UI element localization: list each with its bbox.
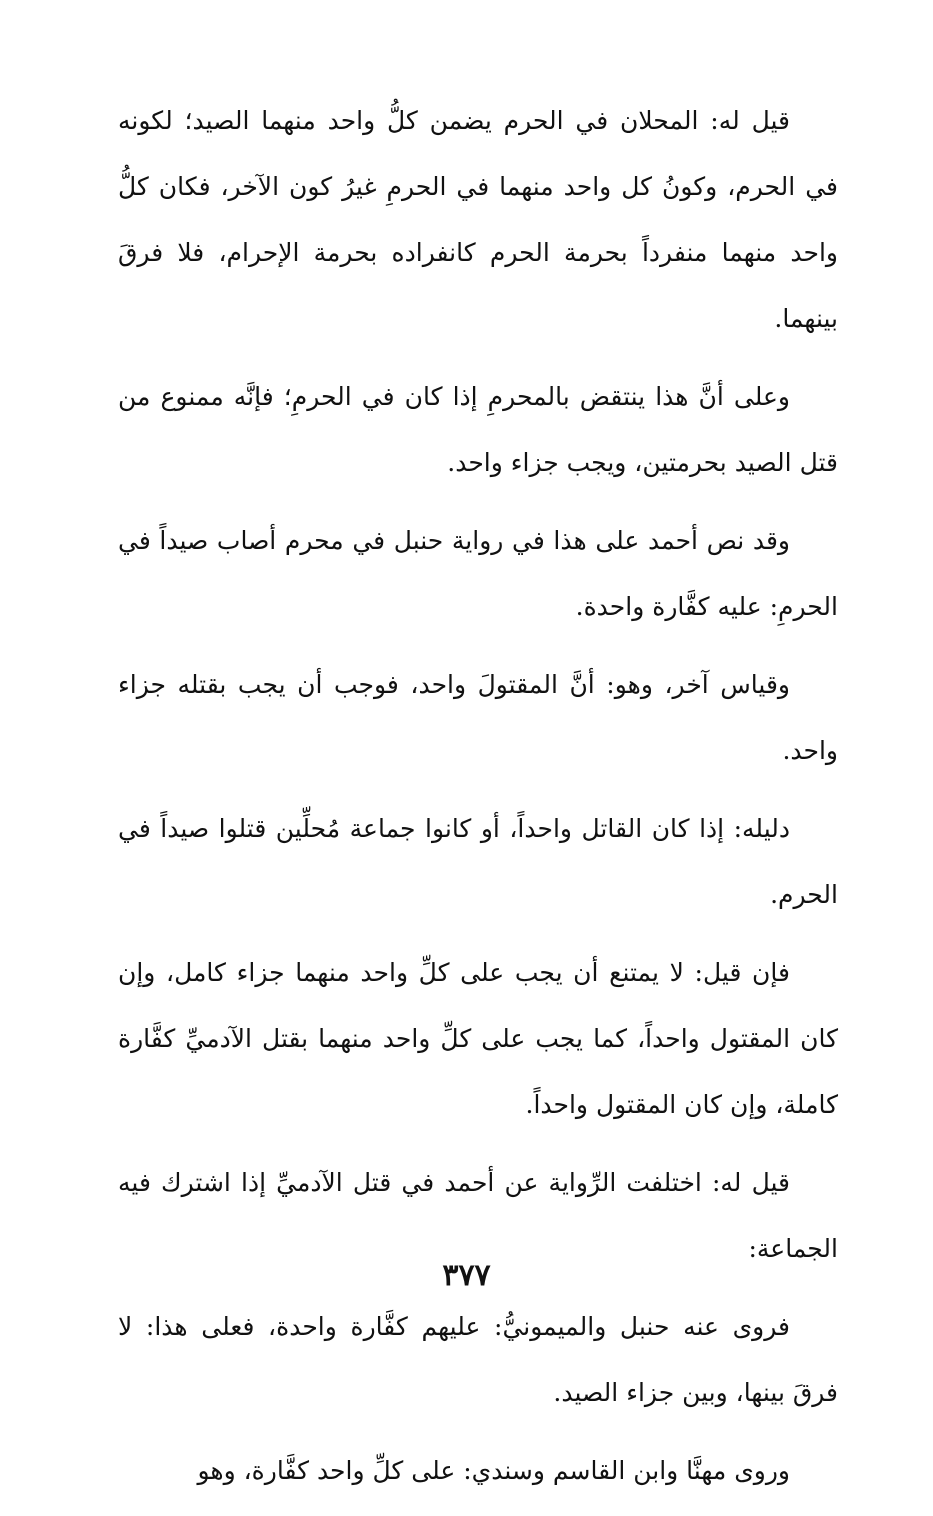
paragraph: فإن قيل: لا يمتنع أن يجب على كلِّ واحد منهما جزاء كامل، وإن كان المقتول واحداً، كما يجب على كلِّ واحد منهما بقتل الآدميِّ كفَّارة كاملة، وإن كان المقتول واحداً. (118, 958, 838, 1119)
paragraph: وقد نص أحمد على هذا في رواية حنبل في محرم أصاب صيداً في الحرمِ: عليه كفَّارة واحدة. (118, 526, 838, 621)
paragraph: وروى مهنَّا وابن القاسم وسندي: على كلِّ واحد كفَّارة، وهو (197, 1456, 790, 1485)
paragraph: وعلى أنَّ هذا ينتقض بالمحرمِ إذا كان في الحرمِ؛ فإنَّه ممنوع من قتل الصيد بحرمتين، ويجب جزاء واحد. (118, 382, 838, 477)
paragraph: فروى عنه حنبل والميمونيُّ: عليهم كفَّارة واحدة، فعلى هذا: لا فرقَ بينها، وبين جزاء الصيد. (118, 1312, 838, 1407)
paragraph: قيل له: المحلان في الحرم يضمن كلُّ واحد منهما الصيد؛ لكونه في الحرم، وكونُ كل واحد منهما في الحرمِ غيرُ كون الآخر، فكان كلُّ واحد منهما منفرداً بحرمة الحرم كانفراده بحرمة الإحرام، فلا فرقَ بينهما. (118, 106, 838, 333)
paragraph: قيل له: اختلفت الرِّواية عن أحمد في قتل الآدميِّ إذا اشترك فيه الجماعة: (118, 1168, 838, 1263)
page-number: ٣٧٧ (442, 1258, 491, 1293)
paragraph: وقياس آخر، وهو: أنَّ المقتولَ واحد، فوجب أن يجب بقتله جزاء واحد. (118, 670, 838, 765)
paragraph: دليله: إذا كان القاتل واحداً، أو كانوا جماعة مُحلِّين قتلوا صيداً في الحرم. (118, 814, 838, 909)
body-text (118, 88, 838, 1516)
